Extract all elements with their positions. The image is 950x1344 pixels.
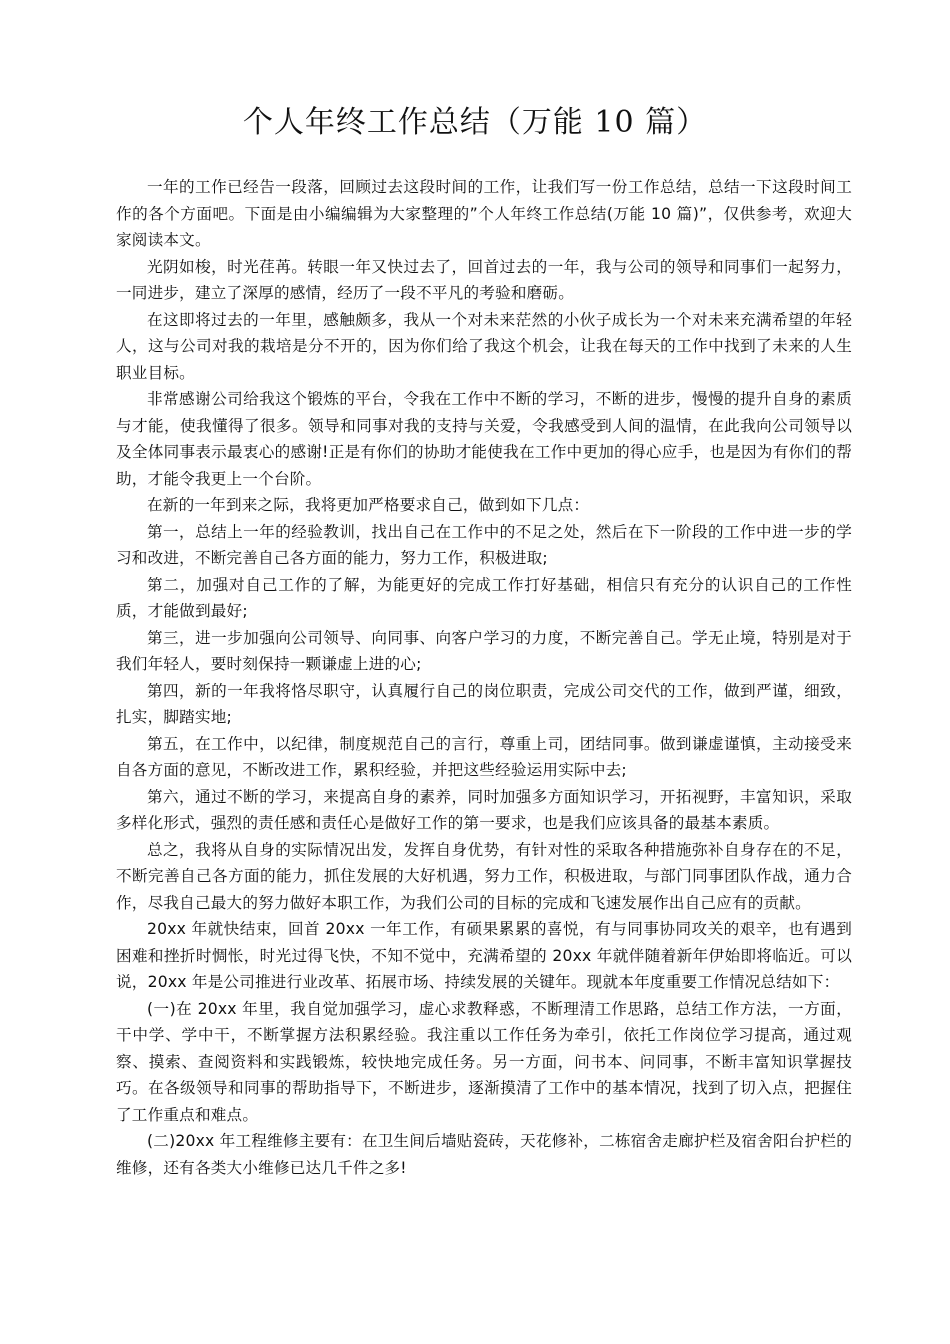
paragraph-3: 在这即将过去的一年里，感触颇多，我从一个对未来茫然的小伙子成长为一个对未来充满希望的年轻人，这与公司对我的栽培是分不开的，因为你们给了我这个机会，让我在每天的工作中找到了未来的人生职业目标。 <box>116 310 852 382</box>
document-title: 个人年终工作总结（万能 10 篇） <box>242 105 708 140</box>
document-body <box>116 174 852 1181</box>
paragraph-point-4: 第四，新的一年我将恪尽职守，认真履行自己的岗位职责，完成公司交代的工作，做到严谨，细致，扎实，脚踏实地; <box>116 681 852 726</box>
paragraph-section-1: (一)在 20xx 年里，我自觉加强学习，虚心求教释惑，不断理清工作思路，总结工作方法，一方面，干中学、学中干，不断掌握方法积累经验。我注重以工作任务为牵引，依托工作岗位学习提高，通过观察、摸索、查阅资料和实践锻炼，较快地完成任务。另一方面，问书本、问同事，不断丰富知识掌握技巧。在各级领导和同事的帮助指导下，不断进步，逐渐摸清了工作中的基本情况，找到了切入点，把握住了工作重点和难点。 <box>116 999 852 1124</box>
paragraph-point-5: 第五，在工作中，以纪律，制度规范自己的言行，尊重上司，团结同事。做到谦虚谨慎，主动接受来自各方面的意见，不断改进工作，累积经验，并把这些经验运用实际中去; <box>116 734 852 779</box>
paragraph-year-review: 20xx 年就快结束，回首 20xx 一年工作，有硕果累累的喜悦，有与同事协同攻关的艰辛，也有遇到困难和挫折时惆怅，时光过得飞快，不知不觉中，充满希望的 20xx 年就伴随着新年伊始即将临近。可以说，20xx 年是公司推进行业改革、拓展市场、持续发展的关键年。现就本年度重要工作情况总结如下： <box>116 920 852 991</box>
paragraph-point-1: 第一，总结上一年的经验教训，找出自己在工作中的不足之处，然后在下一阶段的工作中进一步的学习和改进，不断完善自己各方面的能力，努力工作，积极进取; <box>116 522 852 567</box>
paragraph-5: 在新的一年到来之际，我将更加严格要求自己，做到如下几点： <box>147 496 590 514</box>
paragraph-point-2: 第二，加强对自己工作的了解，为能更好的完成工作打好基础，相信只有充分的认识自己的工作性质，才能做到最好; <box>116 575 852 620</box>
paragraph-point-3: 第三，进一步加强向公司领导、向同事、向客户学习的力度，不断完善自己。学无止境，特别是对于我们年轻人，要时刻保持一颗谦虚上进的心; <box>116 628 852 673</box>
paragraph-summary: 总之，我将从自身的实际情况出发，发挥自身优势，有针对性的采取各种措施弥补自身存在的不足，不断完善自己各方面的能力，抓住发展的大好机遇，努力工作，积极进取，与部门同事团队作战，通力合作，尽我自己最大的努力做好本职工作，为我们公司的目标的完成和飞速发展作出自己应有的贡献。 <box>116 840 852 912</box>
paragraph-intro: 一年的工作已经告一段落，回顾过去这段时间的工作，让我们写一份工作总结，总结一下这段时间工作的各个方面吧。下面是由小编编辑为大家整理的”个人年终工作总结(万能 10 篇)”，仅供参考，欢迎大家阅读本文。 <box>116 178 852 249</box>
paragraph-2: 光阴如梭，时光荏苒。转眼一年又快过去了，回首过去的一年，我与公司的领导和同事们一起努力，一同进步，建立了深厚的感情，经历了一段不平凡的考验和磨砺。 <box>116 257 852 302</box>
paragraph-section-2: (二)20xx 年工程维修主要有：在卫生间后墙贴瓷砖，天花修补，二栋宿舍走廊护栏及宿舍阳台护栏的维修，还有各类大小维修已达几千件之多! <box>116 1132 852 1177</box>
paragraph-4: 非常感谢公司给我这个锻炼的平台，令我在工作中不断的学习，不断的进步，慢慢的提升自身的素质与才能，使我懂得了很多。领导和同事对我的支持与关爱，令我感受到人间的温情，在此我向公司领导以及全体同事表示最衷心的感谢!正是有你们的协助才能使我在工作中更加的得心应手，也是因为有你们的帮助，才能令我更上一个台阶。 <box>116 390 852 488</box>
paragraph-point-6: 第六，通过不断的学习，来提高自身的素养，同时加强多方面知识学习，开拓视野，丰富知识，采取多样化形式，强烈的责任感和责任心是做好工作的第一要求，也是我们应该具备的最基本素质。 <box>116 787 852 832</box>
